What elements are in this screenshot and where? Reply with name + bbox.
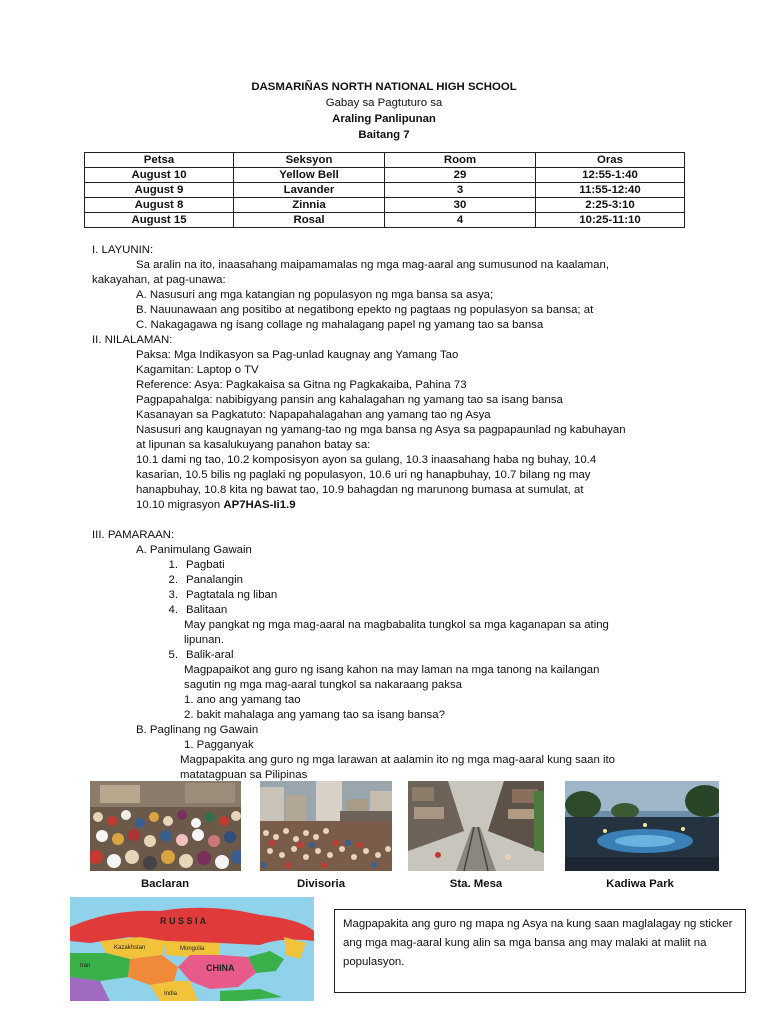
- cell-seksyon: Rosal: [234, 213, 385, 228]
- col-header-petsa: Petsa: [85, 153, 234, 168]
- step-number: 1.: [168, 559, 178, 571]
- map-label-india: India: [164, 991, 178, 997]
- asia-map: [70, 897, 314, 1001]
- photo-row: [0, 781, 768, 893]
- subsection-heading-a: A. Panimulang Gawain: [136, 544, 252, 556]
- step-label: Pagtatala ng liban: [186, 589, 278, 601]
- subject-title: Araling Panlipunan: [332, 113, 436, 125]
- caption-baclaran: Baclaran: [140, 878, 190, 890]
- indicator-list-line: hanapbuhay, 10.8 kita ng bawat tao, 10.9 bahagdan ng marunong bumasa at sumulat, at: [136, 484, 584, 496]
- cell-petsa: August 9: [85, 183, 234, 198]
- table-row: [85, 198, 685, 213]
- cell-room: 4: [385, 213, 536, 228]
- step-label: Panalangin: [186, 574, 244, 586]
- objective-b: B. Nauunawaan ang positibo at negatibong epekto ng pagtaas ng populasyon sa bansa; at: [136, 304, 594, 316]
- balitaan-text: May pangkat ng mga mag-aaral na magbabalita tungkol sa mga kaganapan sa ating: [184, 619, 609, 631]
- cell-petsa: August 8: [85, 198, 234, 213]
- step-label: Balik-aral: [186, 649, 234, 661]
- col-header-oras: Oras: [536, 153, 685, 168]
- school-name: DASMARIÑAS NORTH NATIONAL HIGH SCHOOL: [251, 81, 517, 93]
- step-number: 2.: [168, 574, 178, 586]
- kagamitan-line: Kagamitan: Laptop o TV: [136, 364, 259, 376]
- table-row: [85, 183, 685, 198]
- pagpapahalaga-line: Pagpapahalga: nabibigyang pansin ang kahalagahan ng yamang tao sa isang bansa: [136, 394, 563, 406]
- caption-sta-mesa: Sta. Mesa: [449, 878, 503, 890]
- section-heading-nilalaman: II. NILALAMAN:: [92, 334, 173, 346]
- layunin-intro-line: Sa aralin na ito, inaasahang maipamamalas ng mga mag-aaral ang sumusunod na kaalaman,: [136, 259, 609, 271]
- cell-seksyon: Yellow Bell: [234, 168, 385, 183]
- balik-aral-text: Magpapaikot ang guro ng isang kahon na may laman na mga tanong na kailangan: [184, 664, 600, 676]
- activity-note-box: Magpapakita ang guro ng mapa ng Asya na kung saan maglalagay ng sticker ang mga mag-aaral kung alin sa mga bansa ang may malaki at maliit na populasyon.: [334, 909, 746, 993]
- cell-oras: 2:25-3:10: [536, 198, 685, 213]
- question-item: 2. bakit mahalaga ang yamang tao sa isang bansa?: [184, 709, 445, 721]
- map-label-kazakhstan: Kazakhstan: [114, 945, 146, 951]
- photo-kadiwa-park: [565, 781, 719, 871]
- indicator-list-line: kasarian, 10.5 bilis ng paglaki ng populasyon, 10.6 uri ng hanapbuhay, 10.7 bilang ng may: [136, 469, 591, 481]
- spacer: [92, 513, 682, 528]
- map-label-mongolia: Mongolia: [180, 946, 205, 952]
- col-header-room: Room: [385, 153, 536, 168]
- table-row: [85, 213, 685, 228]
- objective-c: C. Nakagagawa ng isang collage ng mahalagang papel ng yamang tao sa bansa: [136, 319, 544, 331]
- balitaan-text: lipunan.: [184, 634, 224, 646]
- list-item: [92, 573, 682, 588]
- objective-a: A. Nasusuri ang mga katangian ng populasyon ng mga bansa sa asya;: [136, 289, 494, 301]
- indicator-list-line: 10.1 dami ng tao, 10.2 komposisyon ayon sa gulang, 10.3 inaasahang haba ng buhay, 10.4: [136, 454, 597, 466]
- list-item: [92, 648, 682, 663]
- pagganyak-text: Magpapakita ang guro ng mga larawan at aalamin ito ng mga mag-aaral kung saan ito: [180, 754, 616, 766]
- map-label-china: CHINA: [206, 963, 235, 973]
- cell-seksyon: Lavander: [234, 183, 385, 198]
- cell-room: 30: [385, 198, 536, 213]
- cell-room: 29: [385, 168, 536, 183]
- question-item: 1. ano ang yamang tao: [184, 694, 301, 706]
- nasusuri-line: at lipunan sa kasalukuyang panahon batay sa:: [136, 439, 371, 451]
- caption-divisoria: Divisoria: [296, 878, 346, 890]
- step-label: Balitaan: [186, 604, 228, 616]
- photo-sta-mesa: [408, 781, 544, 871]
- step-number: 3.: [168, 589, 178, 601]
- list-item: [92, 588, 682, 603]
- lesson-body: [92, 243, 682, 783]
- cell-room: 3: [385, 183, 536, 198]
- activity-step-5: [92, 648, 682, 663]
- document-header: [0, 79, 768, 143]
- activity-steps: [92, 558, 682, 618]
- section-heading-layunin: I. LAYUNIN:: [92, 244, 154, 256]
- indicator-list-line: [92, 498, 682, 513]
- kasanayan-line: Kasanayan sa Pagkatuto: Napapahalagahan ang yamang tao ng Asya: [136, 409, 491, 421]
- schedule-header-row: [85, 153, 685, 168]
- reference-line: Reference: Asya: Pagkakaisa sa Gitna ng Pagkakaiba, Pahina 73: [136, 379, 467, 391]
- schedule-table: [84, 152, 685, 228]
- step-number: 4.: [168, 604, 178, 616]
- pagganyak-text: matatagpuan sa Pilipinas: [180, 769, 308, 781]
- pagganyak-heading: 1. Pagganyak: [184, 739, 254, 751]
- section-heading-pamaraan: III. PAMARAAN:: [92, 529, 175, 541]
- guide-title: Gabay sa Pagtuturo sa: [325, 97, 443, 109]
- nasusuri-line: Nasusuri ang kaugnayan ng yamang-tao ng mga bansa ng Asya sa pagpapaunlad ng kabuhayan: [136, 424, 626, 436]
- layunin-intro-line: kakayahan, at pag-unawa:: [92, 274, 226, 286]
- caption-kadiwa-park: Kadiwa Park: [606, 878, 674, 890]
- cell-petsa: August 15: [85, 213, 234, 228]
- cell-oras: 10:25-11:10: [536, 213, 685, 228]
- cell-petsa: August 10: [85, 168, 234, 183]
- list-item: [92, 558, 682, 573]
- cell-oras: 11:55-12:40: [536, 183, 685, 198]
- cell-oras: 12:55-1:40: [536, 168, 685, 183]
- indicator-list-text: 10.10 migrasyon: [136, 499, 221, 511]
- step-number: 5.: [168, 649, 178, 661]
- step-label: Pagbati: [186, 559, 225, 571]
- col-header-seksyon: Seksyon: [234, 153, 385, 168]
- grade-level: Baitang 7: [358, 129, 410, 141]
- photo-divisoria: [260, 781, 392, 871]
- list-item: [92, 603, 682, 618]
- cell-seksyon: Zinnia: [234, 198, 385, 213]
- competency-code: AP7HAS-Ii1.9: [223, 499, 296, 511]
- table-row: [85, 168, 685, 183]
- map-label-iran: Iran: [80, 963, 91, 969]
- map-label-russia: R U S S I A: [160, 916, 207, 926]
- balik-aral-text: sagutin ng mga mag-aaral tungkol sa nakaraang paksa: [184, 679, 462, 691]
- photo-baclaran: [90, 781, 241, 871]
- paksa-line: Paksa: Mga Indikasyon sa Pag-unlad kaugnay ang Yamang Tao: [136, 349, 459, 361]
- subsection-heading-b: B. Paglinang ng Gawain: [136, 724, 259, 736]
